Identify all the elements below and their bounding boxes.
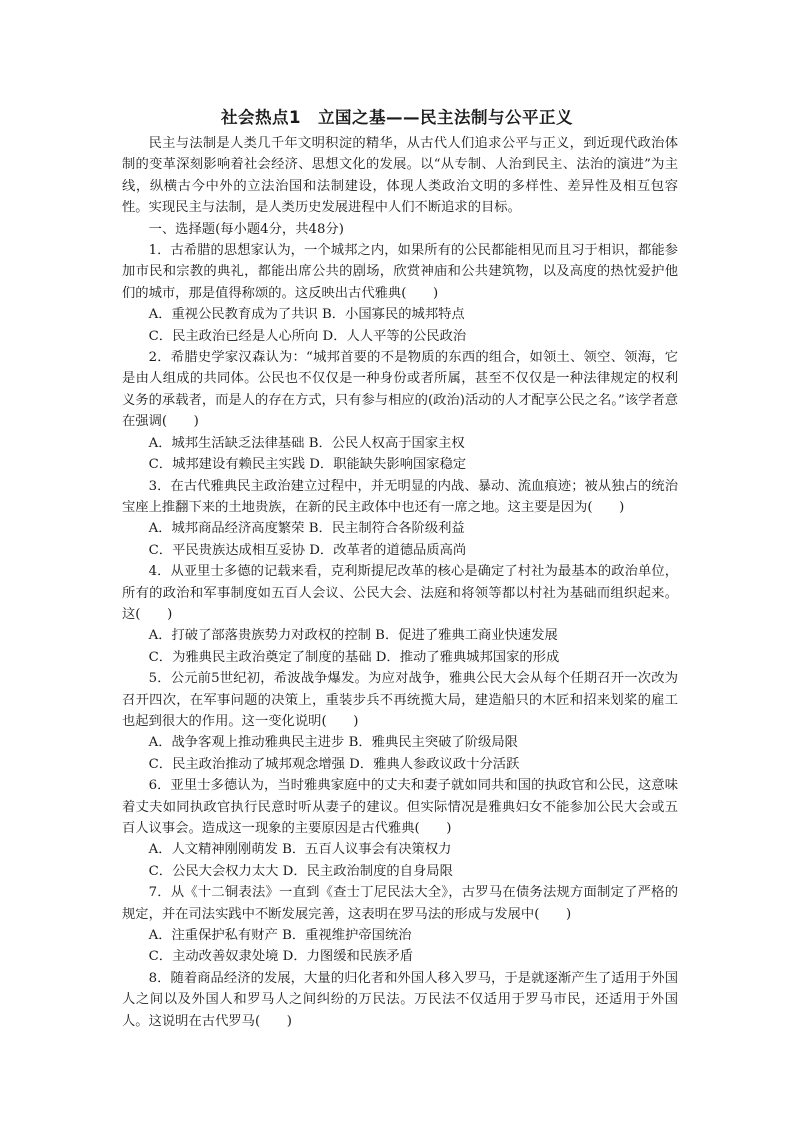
question-stem: 3．在古代雅典民主政治建立过程中，并无明显的内战、暴动、流血痕迹；被从独占的统治宝座上推翻下来的土地贵族，在新的民主政体中也还有一席之地。这主要是因为( ) xyxy=(122,478,678,515)
question-5 xyxy=(122,668,678,775)
question-6 xyxy=(122,775,678,882)
option-line: C．主动改善奴隶处境 D．力图缓和民族矛盾 xyxy=(148,949,413,965)
question-1 xyxy=(122,240,678,347)
question-stem: 1．古希腊的思想家认为，一个城邦之内，如果所有的公民都能相见而且习于相识，都能参加市民和宗教的典礼，都能出席公共的剧场，欣赏神庙和公共建筑物，以及高度的热忱爱护他们的城市，那是值得称颂的。这反映出古代雅典( ) xyxy=(122,243,678,301)
question-8 xyxy=(122,968,678,1032)
option-line: A．人文精神刚刚萌发 B．五百人议事会有决策权力 xyxy=(148,842,452,858)
option-line: A．注重保护私有财产 B．重视维护帝国统治 xyxy=(148,928,412,944)
option-line: C．民主政治已经是人心所向 D．人人平等的公民政治 xyxy=(148,328,467,344)
document-body xyxy=(122,133,678,1032)
option-line: C．为雅典民主政治奠定了制度的基础 D．推动了雅典城邦国家的形成 xyxy=(148,649,560,665)
question-4 xyxy=(122,561,678,668)
question-stem: 5．公元前5世纪初，希波战争爆发。为应对战争，雅典公民大会从每个任期召开一次改为召开四次，在军事问题的决策上，重装步兵不再统揽大局，建造船只的木匠和招来划桨的雇工也起到很大的作用。这一变化说明( ) xyxy=(122,671,678,729)
option-line: C．平民贵族达成相互妥协 D．改革者的道德品质高尚 xyxy=(148,542,467,558)
page-title: 社会热点1 立国之基——民主法制与公平正义 xyxy=(221,108,573,127)
question-3 xyxy=(122,476,678,562)
question-stem: 2．希腊史学家汉森认为：“城邦首要的不是物质的东西的组合，如领土、领空、领海，它是由人组成的共同体。公民也不仅仅是一种身份或者所属，甚至不仅仅是一种法律规定的权利义务的承载者，而是人的存在方式，只有参与相应的(政治)活动的人才配享公民之名。”该学者意在强调( ) xyxy=(122,350,678,430)
question-stem: 8．随着商品经济的发展，大量的归化者和外国人移入罗马，于是就逐渐产生了适用于外国人之间以及外国人和罗马人之间纠纷的万民法。万民法不仅适用于罗马市民，还适用于外国人。这说明在古代罗马( ) xyxy=(122,970,678,1029)
question-stem: 7．从《十二铜表法》一直到《查士丁尼民法大全》，古罗马在债务法规方面制定了严格的规定，并在司法实践中不断发展完善，这表明在罗马法的形成与发展中( ) xyxy=(122,885,678,922)
section-heading: 一、选择题(每小题4分，共48分) xyxy=(148,221,344,237)
option-line: C．民主政治推动了城邦观念增强 D．雅典人参政议政十分活跃 xyxy=(148,756,520,772)
option-line: A．重视公民教育成为了共识 B．小国寡民的城邦特点 xyxy=(148,307,465,323)
option-line: A．城邦生活缺乏法律基础 B．公民人权高于国家主权 xyxy=(148,435,465,451)
option-line: C．城邦建设有赖民主实践 D．职能缺失影响国家稳定 xyxy=(148,457,467,473)
question-stem: 6．亚里士多德认为，当时雅典家庭中的丈夫和妻子就如同共和国的执政官和公民，这意味着丈夫如同执政官执行民意时听从妻子的建议。但实际情况是雅典妇女不能参加公民大会或五百人议事会。造成这一现象的主要原因是古代雅典( ) xyxy=(122,778,678,836)
option-line: A．战争客观上推动雅典民主进步 B．雅典民主突破了阶级局限 xyxy=(148,735,518,751)
question-7 xyxy=(122,882,678,968)
question-stem: 4．从亚里士多德的记载来看，克利斯提尼改革的核心是确定了村社为最基本的政治单位，所有的政治和军事制度如五百人会议、公民大会、法庭和将领等都以村社为基础而组织起来。这( ) xyxy=(122,564,678,622)
option-line: C．公民大会权力太大 D．民主政治制度的自身局限 xyxy=(148,863,453,879)
intro-paragraph: 民主与法制是人类几千年文明积淀的精华，从古代人们追求公平与正义，到近现代政治体制的变革深刻影响着社会经济、思想文化的发展。以“从专制、人治到民主、法治的演进”为主线，纵横古今中外的立法治国和法制建设，体现人类政治文明的多样性、差异性及相互包容性。实现民主与法制，是人类历史发展进程中人们不断追求的目标。 xyxy=(122,136,678,216)
option-line: A．打破了部落贵族势力对政权的控制 B．促进了雅典工商业快速发展 xyxy=(148,628,558,644)
option-line: A．城邦商品经济高度繁荣 B．民主制符合各阶级利益 xyxy=(148,521,465,537)
question-2 xyxy=(122,347,678,475)
